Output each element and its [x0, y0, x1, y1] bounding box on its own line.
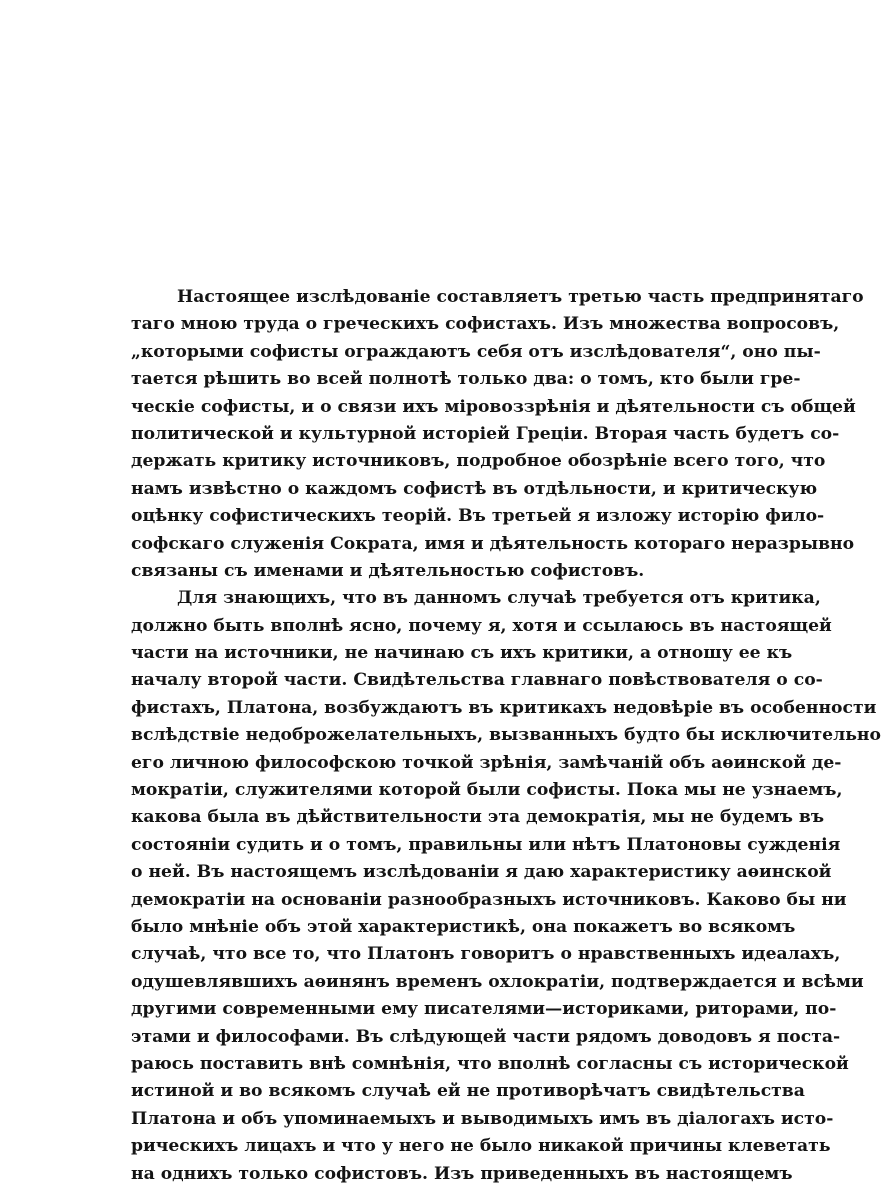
line-text: „которыми софисты ограждаютъ себя отъ изслѣдователя“, оно пы-: [131, 341, 821, 362]
text-line: [131, 1051, 849, 1078]
text-line: [131, 1133, 831, 1160]
text-line: [131, 394, 856, 421]
line-text: одушевлявшихъ аѳинянъ временъ охлократіи, подтверждается и всѣми: [131, 971, 864, 992]
text-line: [131, 503, 825, 530]
line-text: софскаго служенія Сократа, имя и дѣятельность котораго неразрывно: [131, 533, 855, 554]
text-line: [131, 640, 793, 667]
text-line: [131, 996, 837, 1023]
text-line: [131, 804, 825, 831]
text-line: [131, 750, 842, 777]
text-line: [131, 667, 823, 694]
line-text: началу второй части. Свидѣтельства главнаго повѣствователя о со-: [131, 670, 823, 691]
text-line: [131, 1106, 834, 1133]
line-text: было мнѣніе объ этой характеристикѣ, она покажетъ во всякомъ: [131, 916, 796, 937]
text-line: [131, 448, 826, 475]
text-line: [131, 558, 757, 585]
line-text: этами и философами. Въ слѣдующей части рядомъ доводовъ я поста-: [131, 1026, 841, 1047]
line-text: состояніи судить и о томъ, правильны или нѣтъ Платоновы сужденія: [131, 834, 841, 855]
line-text: демократіи на основаніи разнообразныхъ источниковъ. Каково бы ни: [131, 889, 847, 910]
line-text: мократіи, служителями которой были софисты. Пока мы не узнаемъ,: [131, 780, 843, 801]
line-text: намъ извѣстно о каждомъ софистѣ въ отдѣльности, и критическую: [131, 478, 818, 499]
line-text: о ней. Въ настоящемъ изслѣдованіи я даю характеристику аѳинской: [131, 862, 832, 883]
text-line: [131, 941, 841, 968]
text-line: [131, 366, 801, 393]
text-line: [131, 722, 881, 749]
text-line: [131, 613, 832, 640]
text-line: [131, 476, 818, 503]
line-text: оцѣнку софистическихъ теорій. Въ третьей я изложу исторію фило-: [131, 506, 825, 527]
line-text: вслѣдствіе недоброжелательныхъ, вызванныхъ будто бы исключительно: [131, 725, 881, 746]
line-text: другими современными ему писателями—историками, риторами, по-: [131, 999, 837, 1020]
line-text: фистахъ, Платона, возбуждаютъ въ критикахъ недовѣріе въ особенности: [131, 697, 877, 718]
text-line: [131, 777, 843, 804]
text-line: [131, 421, 840, 448]
line-text: связаны съ именами и дѣятельностью софистовъ.: [131, 560, 645, 581]
line-text: ческіе софисты, и о связи ихъ міровоззрѣнія и дѣятельности съ общей: [131, 396, 856, 417]
text-line: [131, 311, 840, 338]
text-line: [131, 531, 855, 558]
line-text: части на источники, не начинаю съ ихъ критики, а отношу ее къ: [131, 643, 793, 664]
text-line: [131, 887, 847, 914]
line-text: рическихъ лицахъ и что у него не было никакой причины клеветать: [131, 1136, 831, 1157]
line-text: политической и культурной исторіей Греціи. Вторая часть будетъ со-: [131, 423, 840, 444]
text-line: [131, 339, 821, 366]
text-line: [131, 914, 796, 941]
text-line: [131, 284, 864, 311]
line-text: держать критику источниковъ, подробное обозрѣніе всего того, что: [131, 451, 826, 472]
line-text: раюсь поставить внѣ сомнѣнія, что вполнѣ согласны съ исторической: [131, 1053, 849, 1074]
text-line: [131, 859, 832, 886]
text-line: [131, 1161, 793, 1188]
line-text: случаѣ, что все то, что Платонъ говоритъ о нравственныхъ идеалахъ,: [131, 944, 841, 965]
line-text: его личною философскою точкой зрѣнія, замѣчаній объ аѳинской де-: [131, 752, 842, 773]
line-text: на однихъ только софистовъ. Изъ приведенныхъ въ настоящемъ: [131, 1163, 793, 1184]
line-text: таго мною труда о греческихъ софистахъ. Изъ множества вопросовъ,: [131, 314, 840, 335]
line-text: истиной и во всякомъ случаѣ ей не противорѣчатъ свидѣтельства: [131, 1081, 805, 1102]
line-text: Для знающихъ, что въ данномъ случаѣ требуется отъ критика,: [177, 588, 821, 609]
body-text: [131, 284, 881, 1188]
text-line: [131, 1078, 805, 1105]
text-line: [131, 1024, 841, 1051]
text-line: [131, 585, 821, 612]
line-text: какова была въ дѣйствительности эта демократія, мы не будемъ въ: [131, 807, 825, 828]
text-line: [131, 969, 864, 996]
text-line: [131, 832, 841, 859]
text-line: [131, 695, 877, 722]
line-text: тается рѣшить во всей полнотѣ только два: о томъ, кто были гре-: [131, 369, 801, 390]
line-text: Платона и объ упоминаемыхъ и выводимыхъ имъ въ діалогахъ исто-: [131, 1108, 834, 1129]
line-text: Настоящее изслѣдованіе составляетъ третью часть предпринятаго: [177, 287, 864, 307]
line-text: должно быть вполнѣ ясно, почему я, хотя и ссылаюсь въ настоящей: [131, 615, 832, 636]
